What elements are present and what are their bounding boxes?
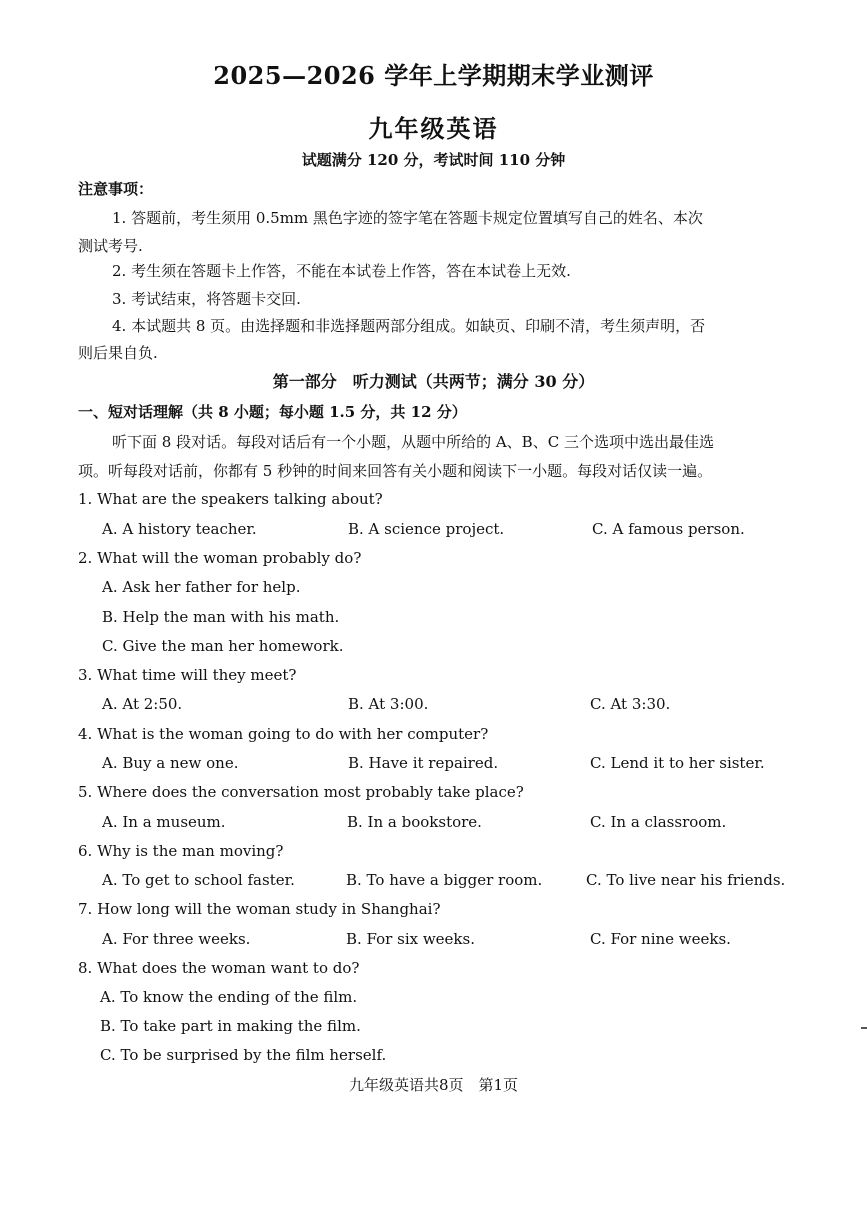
exam-info: 试题满分 120 分，考试时间 110 分钟 [301,151,566,169]
note-line: 1. 答题前，考生须用 0.5mm 黑色字迹的签字笔在答题卡规定位置填写自己的姓名、本次 [112,209,703,227]
option-b: B. A science project. [348,520,505,538]
part-one-title: 第一部分 听力测试（共两节；满分 30 分） [272,372,595,391]
section-heading: 一、短对话理解（共 8 小题；每小题 1.5 分，共 12 分） [78,403,467,421]
note-line: 测试考号. [78,237,143,255]
option-b: B. Help the man with his math. [102,608,340,626]
option-a: A. For three weeks. [102,930,251,948]
option-b: B. Have it repaired. [348,754,499,772]
option-b: B. To take part in making the film. [100,1017,361,1035]
instruction-line: 项。听每段对话前，你都有 5 秒钟的时间来回答有关小题和阅读下一小题。每段对话仅读一遍。 [78,462,713,480]
subject-title: 九年级英语 [368,114,499,143]
option-c: C. To be surprised by the film herself. [100,1046,387,1064]
option-a: A. In a museum. [102,813,226,831]
question-text: 2. What will the woman probably do? [78,549,362,567]
option-c: C. Give the man her homework. [102,637,344,655]
question-text: 6. Why is the man moving? [78,842,284,860]
notes-heading: 注意事项： [78,180,154,198]
option-b: B. In a bookstore. [347,813,482,831]
note-line: 3. 考试结束，将答题卡交回. [112,290,301,308]
option-b: B. At 3:00. [348,695,429,713]
option-c: C. For nine weeks. [590,930,731,948]
exam-title: 2025—2026 学年上学期期末学业测评 [213,61,654,90]
option-a: A. To know the ending of the film. [100,988,358,1006]
option-a: A. Buy a new one. [102,754,239,772]
question-text: 5. Where does the conversation most probably take place? [78,783,524,801]
option-c: C. At 3:30. [590,695,671,713]
question-text: 3. What time will they meet? [78,666,297,684]
note-line: 则后果自负. [78,344,158,362]
instruction-line: 听下面 8 段对话。每段对话后有一个小题，从题中所给的 A、B、C 三个选项中选出最佳选 [112,433,714,451]
option-a: A. To get to school faster. [102,871,295,889]
option-c: C. A famous person. [592,520,745,538]
option-c: C. Lend it to her sister. [590,754,765,772]
option-c: C. To live near his friends. [586,871,786,889]
option-b: B. For six weeks. [346,930,475,948]
option-a: A. Ask her father for help. [102,578,301,596]
question-text: 1. What are the speakers talking about? [78,490,383,508]
page-footer: 九年级英语共8页 第1页 [348,1076,519,1094]
option-a: A. At 2:50. [102,695,183,713]
question-text: 8. What does the woman want to do? [78,959,360,977]
option-a: A. A history teacher. [102,520,257,538]
option-c: C. In a classroom. [590,813,727,831]
edge-mark [861,1027,867,1029]
question-text: 4. What is the woman going to do with her computer? [78,725,489,743]
question-text: 7. How long will the woman study in Shanghai? [78,900,441,918]
note-line: 4. 本试题共 8 页。由选择题和非选择题两部分组成。如缺页、印刷不清，考生须声明，否 [112,317,706,335]
note-line: 2. 考生须在答题卡上作答，不能在本试卷上作答，答在本试卷上无效. [112,262,571,280]
option-b: B. To have a bigger room. [346,871,543,889]
